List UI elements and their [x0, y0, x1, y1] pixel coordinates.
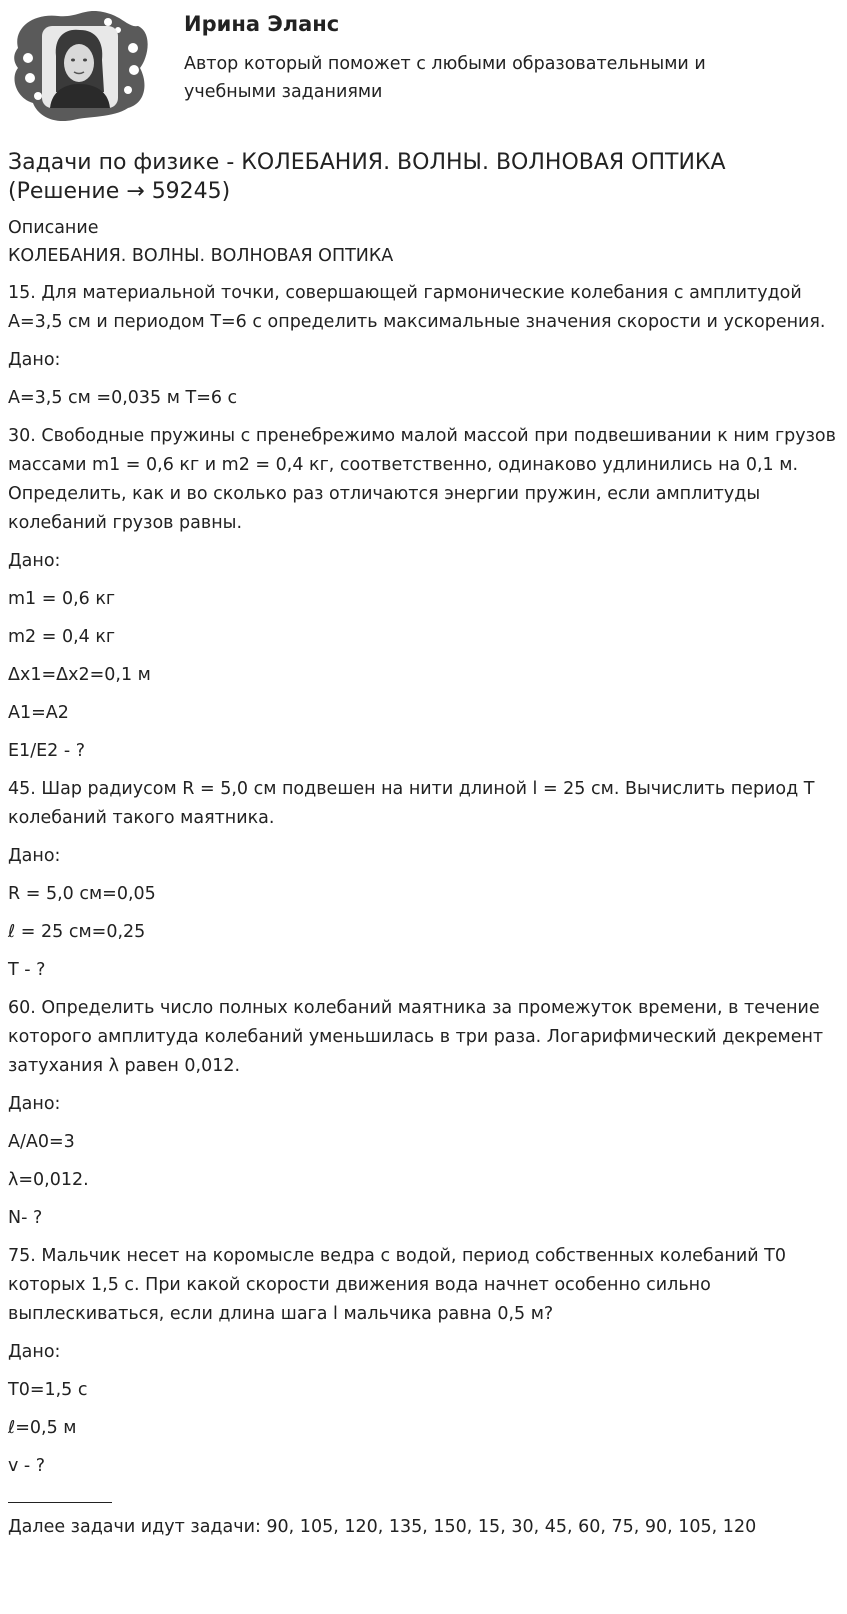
given-label: Дано: — [8, 350, 61, 370]
article-content — [8, 148, 838, 1542]
given-value: m2 = 0,4 кг — [8, 627, 116, 647]
given-value: λ=0,012. — [8, 1170, 89, 1190]
unknown-value: N- ? — [8, 1208, 43, 1228]
unknown-value: T - ? — [8, 960, 46, 980]
description-label: Описание — [8, 218, 99, 238]
given-label: Дано: — [8, 1094, 61, 1114]
page-title: Задачи по физике - КОЛЕБАНИЯ. ВОЛНЫ. ВОЛНОВАЯ ОПТИКА (Решение → 59245) — [8, 150, 726, 204]
author-description: Автор который поможет с любыми образовательными и учебными заданиями — [184, 54, 706, 102]
author-header — [0, 0, 847, 140]
given-label: Дано: — [8, 551, 61, 571]
author-name: Ирина Эланс — [184, 12, 340, 36]
problem-45-text: 45. Шар радиусом R = 5,0 см подвешен на нити длиной l = 25 см. Вычислить период Т колебаний такого маятника. — [8, 779, 815, 828]
given-value: A1=A2 — [8, 703, 69, 723]
given-value: А/А0=3 — [8, 1132, 75, 1152]
given-value: m1 = 0,6 кг — [8, 589, 116, 609]
footer-text: Далее задачи идут задачи: 90, 105, 120, 135, 150, 15, 30, 45, 60, 75, 90, 105, 120 — [8, 1517, 757, 1537]
problem-60-text: 60. Определить число полных колебаний маятника за промежуток времени, в течение которого амплитуда колебаний уменьшилась в три раза. Логарифмический декремент затухания λ равен 0,012. — [8, 998, 824, 1076]
author-avatar — [8, 8, 150, 124]
given-label: Дано: — [8, 1342, 61, 1362]
given-label: Дано: — [8, 846, 61, 866]
given-value: Δx1=Δx2=0,1 м — [8, 665, 151, 685]
problem-15-text: 15. Для материальной точки, совершающей гармонические колебания с амплитудой А=3,5 см и периодом Т=6 с определить максимальные значения скорости и ускорения. — [8, 283, 826, 332]
given-value: T0=1,5 с — [8, 1380, 88, 1400]
given-value: ℓ=0,5 м — [8, 1418, 77, 1438]
unknown-value: E1/E2 - ? — [8, 741, 86, 761]
given-value: ℓ = 25 см=0,25 — [8, 922, 146, 942]
unknown-value: v - ? — [8, 1456, 46, 1476]
given-value: R = 5,0 см=0,05 — [8, 884, 156, 904]
footer-divider — [8, 1502, 112, 1503]
given-value: А=3,5 см =0,035 м Т=6 с — [8, 388, 238, 408]
problem-75-text: 75. Мальчик несет на коромысле ведра с водой, период собственных колебаний Т0 которых 1,5 с. При какой скорости движения вода начнет особенно сильно выплескиваться, если длина шага l мальчика равна 0,5 м? — [8, 1246, 786, 1324]
problem-30-text: 30. Свободные пружины с пренебрежимо малой массой при подвешивании к ним грузов массами m1 = 0,6 кг и m2 = 0,4 кг, соответственно, одинаково удлинились на 0,1 м. Определить, как и во сколько раз отличаются энергии пружин, если амплитуды колебаний грузов равны. — [8, 426, 836, 533]
section-title: КОЛЕБАНИЯ. ВОЛНЫ. ВОЛНОВАЯ ОПТИКА — [8, 246, 394, 266]
